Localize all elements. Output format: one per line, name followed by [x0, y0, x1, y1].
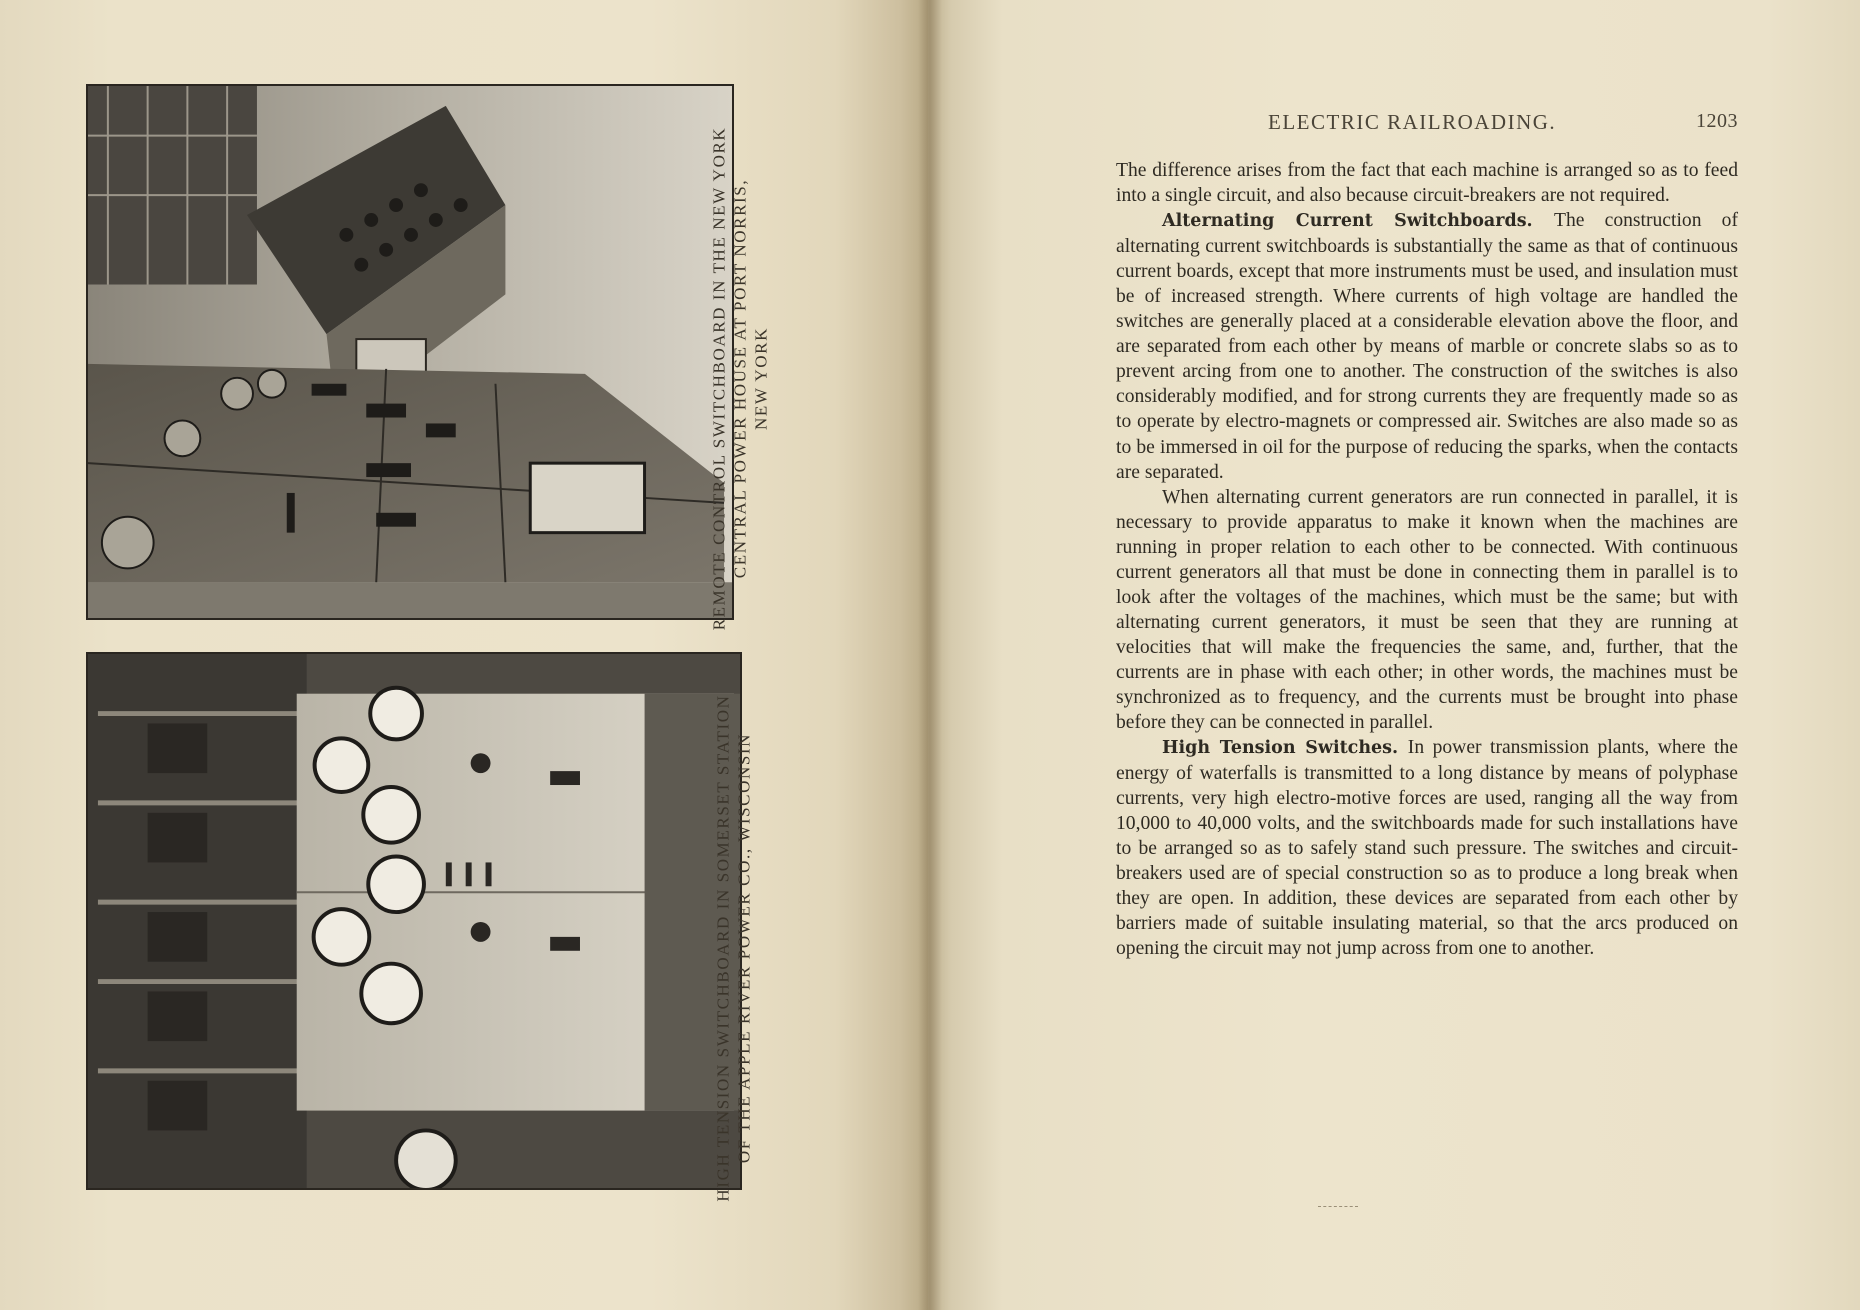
caption-remote-control — [708, 126, 771, 630]
page-number: 1203 — [1696, 110, 1738, 132]
caption-line: NEW YORK — [751, 326, 771, 430]
paragraph — [1116, 208, 1738, 485]
paragraph — [1116, 158, 1738, 208]
paragraph — [1116, 735, 1738, 961]
left-page — [0, 0, 928, 1310]
body-text — [1116, 158, 1738, 962]
caption-line: REMOTE CONTROL SWITCHBOARD IN THE NEW YORK — [709, 126, 729, 630]
caption-line: OF THE APPLE RIVER POWER CO., WISCONSIN — [735, 732, 754, 1164]
caption-line: HIGH TENSION SWITCHBOARD IN SOMERSET STATION — [714, 694, 733, 1202]
running-title: ELECTRIC RAILROADING. — [1268, 110, 1557, 134]
paragraph-text: When alternating current generators are run connected in parallel, it is necessary to provide apparatus to make it known when the machines are running in proper relation to each other to be connected. With continuous current generators all that must be done in connecting them in parallel is to look after the voltages of the machines, which must be the same; but with alternating current generators, it must be seen that they are running at velocities that will make the frequencies the same, and, further, that the currents are in phase with each other; in other words, the machines must be synchronized as to frequency, and the currents must be brought into phase before they can be connected in parallel. — [1116, 486, 1738, 734]
book-gutter — [918, 0, 942, 1310]
paragraph-text: The construction of alternating current switchboards is substantially the same as that of continuous current boards, except that more instruments must be used, and insulation must be of increased strength. Where currents of high voltage are handled the switches are generally placed at a considerable elevation above the floor, and are separated from each other by means of marble or concrete slabs so as to prevent arcing from one to another. The construction of the switches is also considerably modified, and for strong currents they are frequently made so as to operate by electro-magnets or compressed air. Switches are also made so as to be immersed in oil for the purpose of reducing the sparks, when the contacts are separated. — [1116, 210, 1738, 483]
paragraph — [1116, 485, 1738, 735]
paragraph-text: In power transmission plants, where the energy of waterfalls is transmitted to a long distance by means of polyphase currents, very high electro-motive forces are used, ranging all the way from 10,000 to 40,000 volts, and the switchboards made for such installations have to be arranged so as to safely stand such pressure. The switches and circuit-breakers used are of special construction so as to produce a long break when they are open. In addition, these devices are separated from each other by barriers made of suitable insulating material, so that the arcs produced on opening the circuit may not jump across from one to another. — [1116, 737, 1738, 960]
paragraph-text: The difference arises from the fact that each machine is arranged so as to feed into a single circuit, and also because circuit-breakers are not required. — [1116, 160, 1738, 207]
caption-line: CENTRAL POWER HOUSE AT PORT NORRIS, — [730, 178, 750, 578]
caption-high-tension — [713, 694, 755, 1201]
section-heading: High Tension Switches. — [1162, 738, 1408, 759]
section-heading: Alternating Current Switchboards. — [1162, 211, 1554, 232]
page-smudge-mark — [1318, 1206, 1358, 1208]
